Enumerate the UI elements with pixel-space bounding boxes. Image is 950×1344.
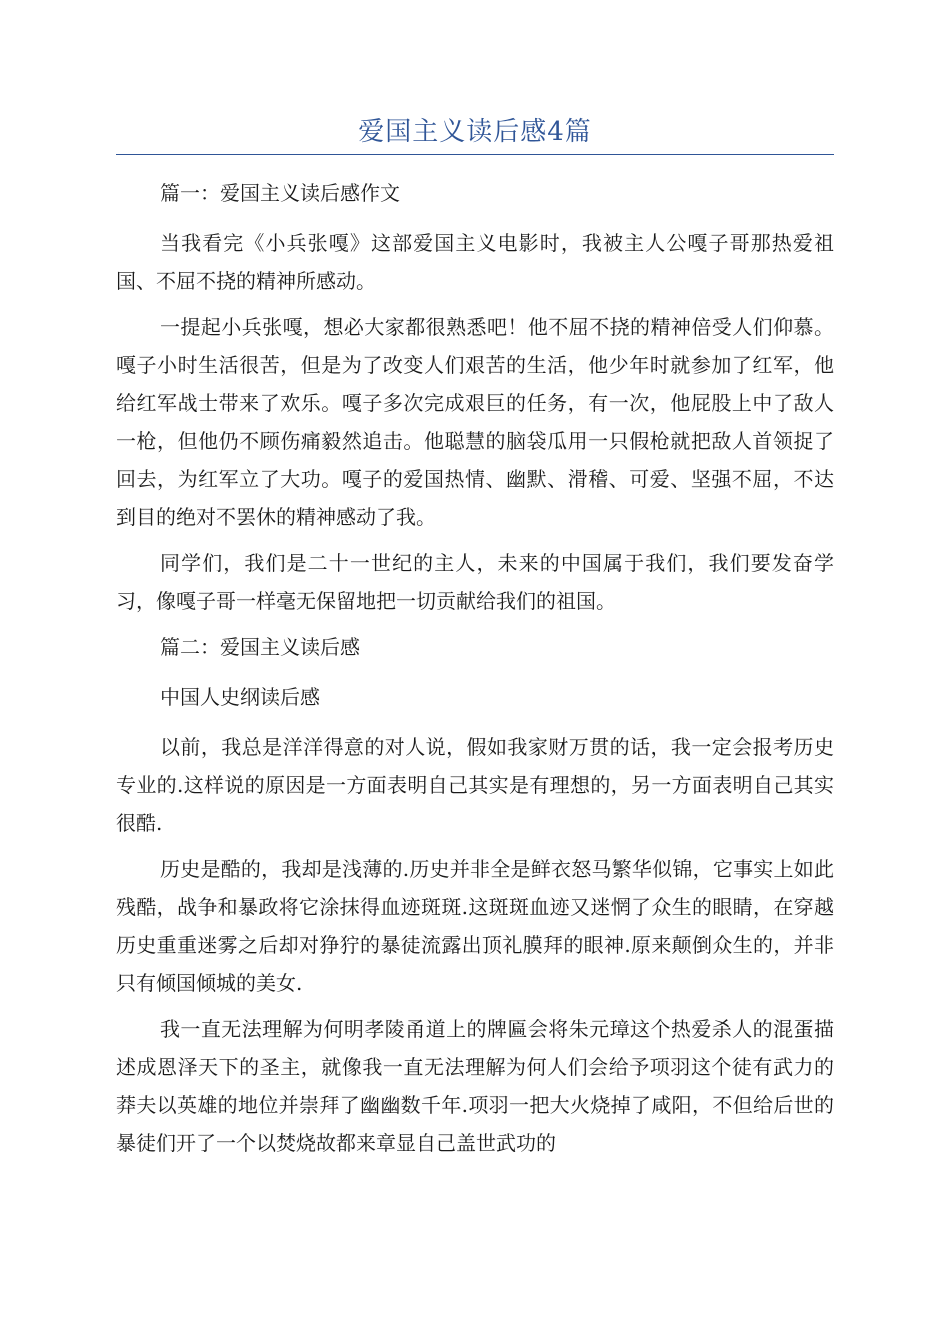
paragraph: 当我看完《小兵张嘎》这部爱国主义电影时，我被主人公嘎子哥那热爱祖国、不屈不挠的精神所感动。 — [116, 231, 834, 293]
paragraph: 一提起小兵张嘎，想必大家都很熟悉吧！他不屈不挠的精神倍受人们仰慕。嘎子小时生活很苦，但是为了改变人们艰苦的生活，他少年时就参加了红军，他给红军战士带来了欢乐。嘎子多次完成艰巨的任务，有一次，他屁股上中了敌人一枪，但他仍不顾伤痛毅然追击。他聪慧的脑袋瓜用一只假枪就把敌人首领捉了回去，为红军立了大功。嘎子的爱国热情、幽默、滑稽、可爱、坚强不屈，不达到目的绝对不罢休的精神感动了我。 — [116, 315, 834, 529]
paragraph: 我一直无法理解为何明孝陵甬道上的牌匾会将朱元璋这个热爱杀人的混蛋描述成恩泽天下的圣主，就像我一直无法理解为何人们会给予项羽这个徒有武力的莽夫以英雄的地位并崇拜了幽幽数千年.项羽一把大火烧掉了咸阳，不但给后世的暴徒们开了一个以焚烧故都来章显自己盖世武功的 — [116, 1017, 834, 1155]
section-heading-1: 篇一：爱国主义读后感作文 — [160, 181, 400, 205]
paragraph: 历史是酷的，我却是浅薄的.历史并非全是鲜衣怒马繁华似锦，它事实上如此残酷，战争和暴政将它涂抹得血迹斑斑.这斑斑血迹又迷惘了众生的眼睛，在穿越历史重重迷雾之后却对狰狞的暴徒流露出顶礼膜拜的眼神.原来颠倒众生的，并非只有倾国倾城的美女. — [116, 857, 834, 995]
subsection-title: 中国人史纲读后感 — [160, 685, 320, 709]
document-body — [116, 174, 834, 1170]
title-underline — [116, 154, 834, 155]
section-heading-2: 篇二：爱国主义读后感 — [160, 635, 360, 659]
paragraph: 同学们，我们是二十一世纪的主人，未来的中国属于我们，我们要发奋学习，像嘎子哥一样毫无保留地把一切贡献给我们的祖国。 — [116, 551, 834, 613]
paragraph: 以前，我总是洋洋得意的对人说，假如我家财万贯的话，我一定会报考历史专业的.这样说的原因是一方面表明自己其实是有理想的，另一方面表明自己其实很酷. — [116, 735, 834, 835]
document-title: 爱国主义读后感4篇 — [358, 117, 592, 147]
